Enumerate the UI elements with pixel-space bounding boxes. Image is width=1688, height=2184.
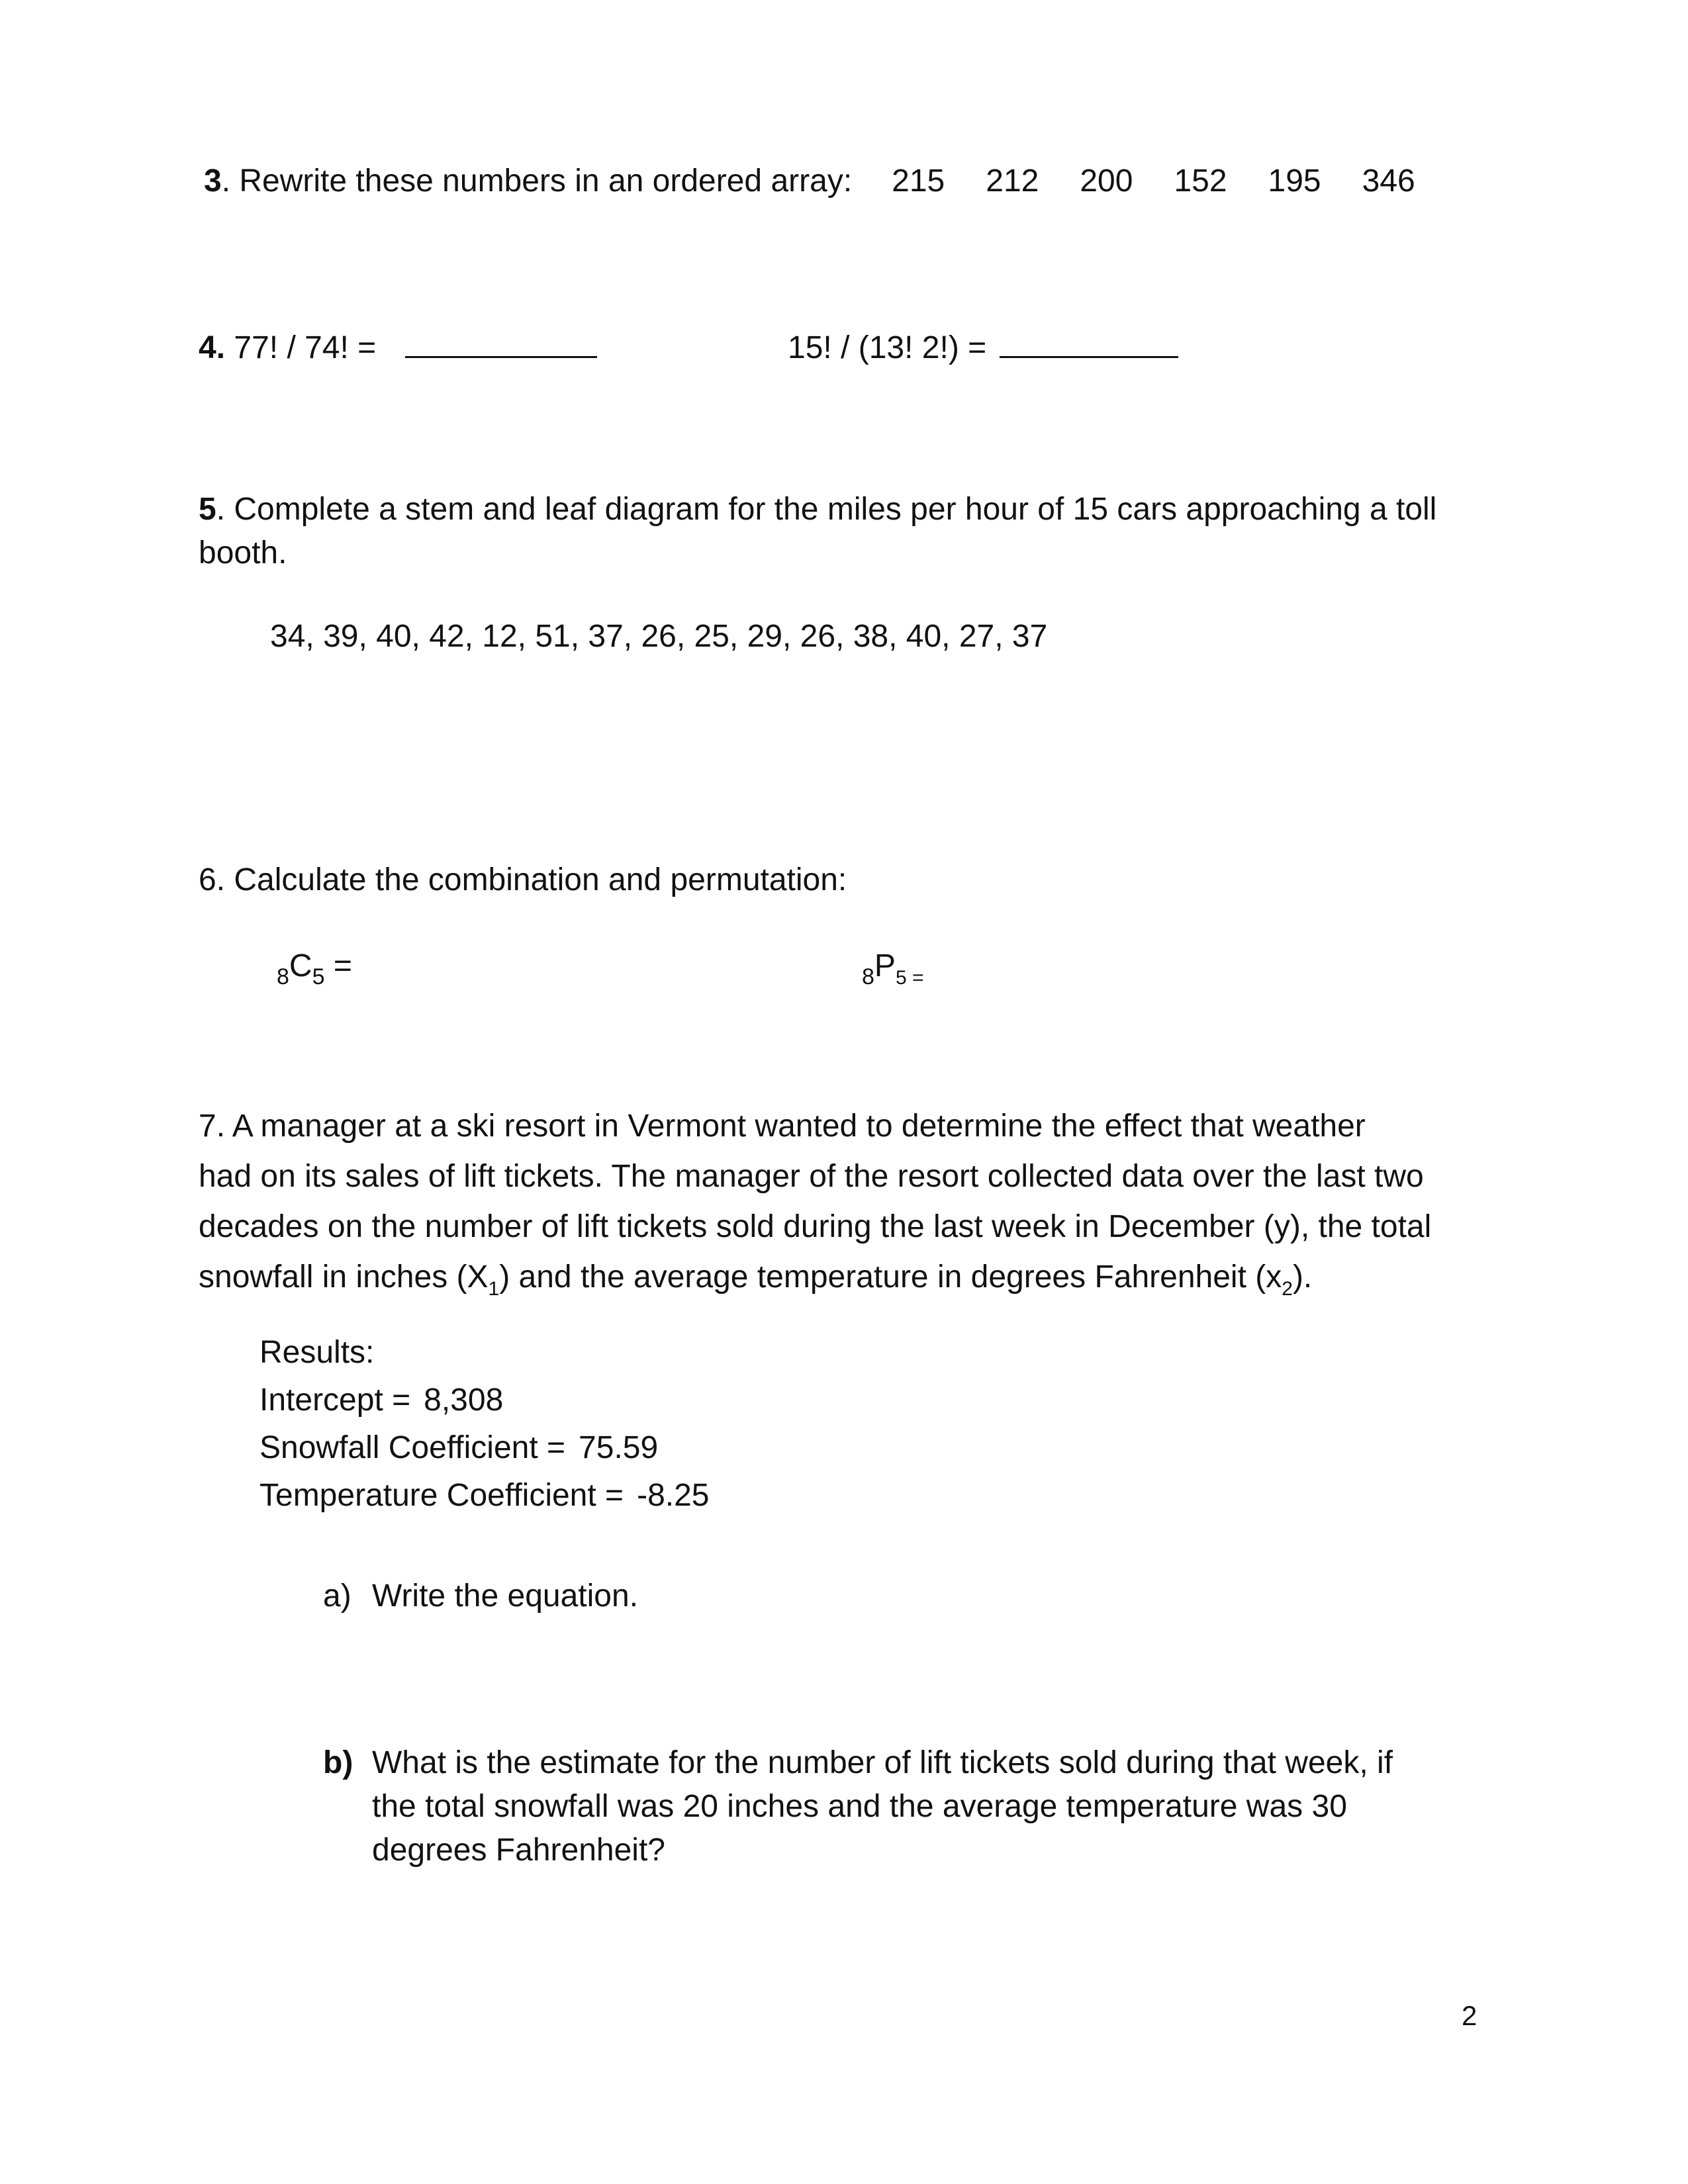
- array-value: 346: [1362, 163, 1415, 199]
- combination-n: 8: [277, 964, 289, 989]
- combination-expression: [277, 946, 352, 989]
- q7-text: ) and the average temperature in degrees Fahrenheit (x: [499, 1259, 1282, 1295]
- question-4-expr-1: 77! / 74! =: [234, 330, 377, 365]
- array-value: 195: [1268, 163, 1321, 199]
- question-4-expr-2: 15! / (13! 2!) =: [788, 330, 987, 365]
- array-value: 212: [986, 163, 1039, 199]
- temperature-value: -8.25: [637, 1478, 710, 1513]
- results-block: [259, 1329, 709, 1520]
- question-5-text: . Complete a stem and leaf diagram for the miles per hour of 15 cars approaching a toll: [216, 492, 1437, 527]
- intercept-row: [259, 1377, 709, 1424]
- question-3: [204, 161, 1415, 201]
- permutation-r: 5: [895, 967, 907, 989]
- combination-letter: C: [289, 948, 312, 983]
- subscript-2: 2: [1282, 1278, 1293, 1300]
- array-value: 215: [892, 163, 945, 199]
- snowfall-value: 75.59: [579, 1430, 659, 1465]
- question-5-number: 5: [199, 492, 216, 527]
- answer-blank[interactable]: [1000, 327, 1178, 358]
- question-4-part-2: [788, 327, 1178, 368]
- temperature-label: Temperature Coefficient =: [259, 1478, 624, 1513]
- question-5-data: 34, 39, 40, 42, 12, 51, 37, 26, 25, 29, 26, 38, 40, 27, 37: [270, 619, 1048, 654]
- permutation-n: 8: [862, 964, 874, 989]
- intercept-value: 8,308: [424, 1383, 504, 1418]
- snowfall-row: [259, 1424, 709, 1472]
- question-3-prompt: . Rewrite these numbers in an ordered array:: [221, 163, 853, 199]
- part-b-label: b): [323, 1745, 353, 1780]
- question-4-number: 4.: [199, 330, 226, 365]
- page-number: 2: [1462, 2000, 1477, 2031]
- intercept-label: Intercept =: [259, 1383, 411, 1418]
- array-value: 152: [1174, 163, 1227, 199]
- question-7-line-1: 7. A manager at a ski resort in Vermont wanted to determine the effect that weather: [199, 1109, 1366, 1144]
- question-7-line-3: decades on the number of lift tickets sold during the last week in December (y), the total: [199, 1209, 1432, 1244]
- combination-r: 5: [312, 964, 325, 989]
- permutation-letter: P: [874, 948, 896, 983]
- q7-text: snowfall in inches (X: [199, 1259, 489, 1295]
- permutation-equals: =: [906, 967, 924, 989]
- permutation-expression: [862, 946, 923, 990]
- q7-text: ).: [1292, 1259, 1313, 1295]
- question-6-prompt: 6. Calculate the combination and permutation:: [199, 862, 847, 897]
- question-7-line-4: [199, 1257, 1312, 1301]
- temperature-row: [259, 1472, 709, 1520]
- question-3-number: 3: [204, 163, 222, 199]
- snowfall-label: Snowfall Coefficient =: [259, 1430, 566, 1465]
- subscript-1: 1: [488, 1278, 500, 1300]
- combination-equals: =: [324, 948, 352, 983]
- results-heading: Results:: [259, 1335, 375, 1370]
- part-a-label: a): [323, 1578, 352, 1614]
- question-4-part-1: [199, 327, 597, 368]
- part-b-line-2: the total snowfall was 20 inches and the average temperature was 30: [372, 1789, 1347, 1824]
- array-value: 200: [1080, 163, 1133, 199]
- answer-blank[interactable]: [405, 327, 597, 358]
- question-7-line-2: had on its sales of lift tickets. The manager of the resort collected data over the last two: [199, 1159, 1424, 1194]
- question-5-line-2: booth.: [199, 535, 287, 570]
- question-5-line-1: [199, 490, 1436, 529]
- part-a-text: Write the equation.: [372, 1578, 639, 1614]
- part-b-line-1: What is the estimate for the number of lift tickets sold during that week, if: [372, 1745, 1393, 1780]
- part-b-line-3: degrees Fahrenheit?: [372, 1833, 665, 1868]
